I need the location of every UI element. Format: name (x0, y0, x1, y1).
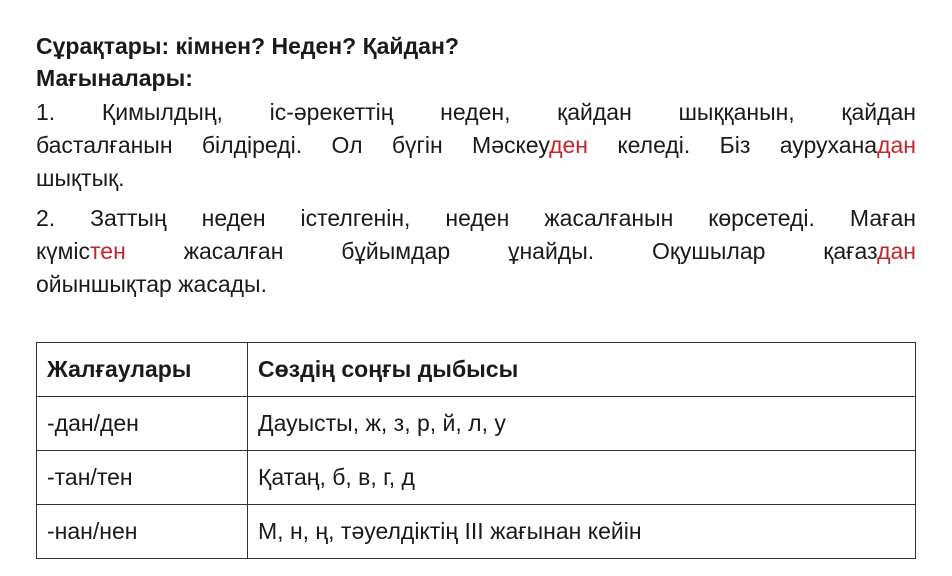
highlighted-suffix: дан (877, 238, 916, 264)
table-cell: -тан/тен (37, 451, 248, 505)
table-cell: Қатаң, б, в, г, д (248, 451, 916, 505)
table-header-cell: Сөздің соңғы дыбысы (248, 343, 916, 397)
paragraph-line (36, 129, 916, 162)
paragraph-line: шықтық. (36, 165, 125, 191)
text-segment: келеді. Біз аурухана (588, 132, 878, 158)
table-row (37, 451, 916, 505)
table-cell: М, н, ң, тәуелдіктің ІІІ жағынан кейін (248, 505, 916, 559)
meaning-paragraph-1 (36, 96, 916, 195)
paragraph-line: 2. Заттың неден істелгенін, неден жасалғанын көрсетеді. Маған (36, 205, 916, 231)
highlighted-suffix: тен (90, 238, 126, 264)
table-cell: -нан/нен (37, 505, 248, 559)
text-segment: күміс (36, 238, 90, 264)
table-cell: Дауысты, ж, з, р, й, л, у (248, 397, 916, 451)
table-cell: -дан/ден (37, 397, 248, 451)
endings-table (36, 342, 916, 559)
highlighted-suffix: дан (877, 132, 916, 158)
questions-heading: Сұрақтары: кімнен? Неден? Қайдан? (36, 33, 459, 59)
text-segment: басталғанын білдіреді. Ол бүгін Мәскеу (36, 132, 550, 158)
table-row (37, 505, 916, 559)
paragraph-line (36, 235, 916, 268)
table-row (37, 397, 916, 451)
table-header-cell: Жалғаулары (37, 343, 248, 397)
text-segment: жасалған бұйымдар ұнайды. Оқушылар қағаз (125, 238, 878, 264)
table-header-row (37, 343, 916, 397)
highlighted-suffix: ден (549, 132, 588, 158)
meanings-heading: Мағыналары: (36, 65, 193, 91)
paragraph-line: 1. Қимылдың, іс-әрекеттің неден, қайдан шыққанын, қайдан (36, 99, 916, 125)
meaning-paragraph-2 (36, 202, 916, 301)
paragraph-line: ойыншықтар жасады. (36, 271, 267, 297)
